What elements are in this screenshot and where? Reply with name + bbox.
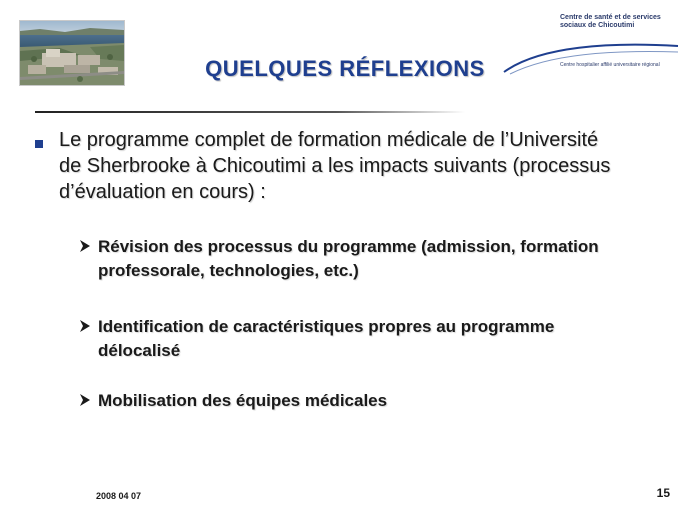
arrow-bullet-icon <box>78 393 92 407</box>
logo-subtitle: Centre hospitalier affilié universitaire régional <box>560 62 660 68</box>
slide-date: 2008 04 07 <box>96 491 142 501</box>
cssc-logo <box>500 14 680 84</box>
logo-swoosh-icon <box>500 36 680 76</box>
hospital-photo <box>19 20 125 86</box>
logo-organization-name: Centre de santé et de services sociaux de Chicoutimi <box>560 14 661 29</box>
title-divider <box>35 111 465 113</box>
hospital-aerial-image <box>20 21 124 85</box>
slide-title: QUELQUES RÉFLEXIONS <box>205 56 485 81</box>
sub-bullet-text: Mobilisation des équipes médicales <box>98 391 388 410</box>
square-bullet-icon <box>35 140 43 148</box>
arrow-bullet-icon <box>78 319 92 333</box>
main-bullet-text: Le programme complet de formation médicale de l’Université de Sherbrooke à Chicoutimi a les impacts suivants (processus d’évaluation en cours) : <box>59 129 611 203</box>
sub-bullet-text: Révision des processus du programme (admission, formation professorale, technologies, etc.) <box>98 237 599 280</box>
arrow-bullet-icon <box>78 239 92 253</box>
sub-bullet-text: Identification de caractéristiques propres au programme délocalisé <box>98 317 555 360</box>
page-number: 15 <box>656 486 670 500</box>
